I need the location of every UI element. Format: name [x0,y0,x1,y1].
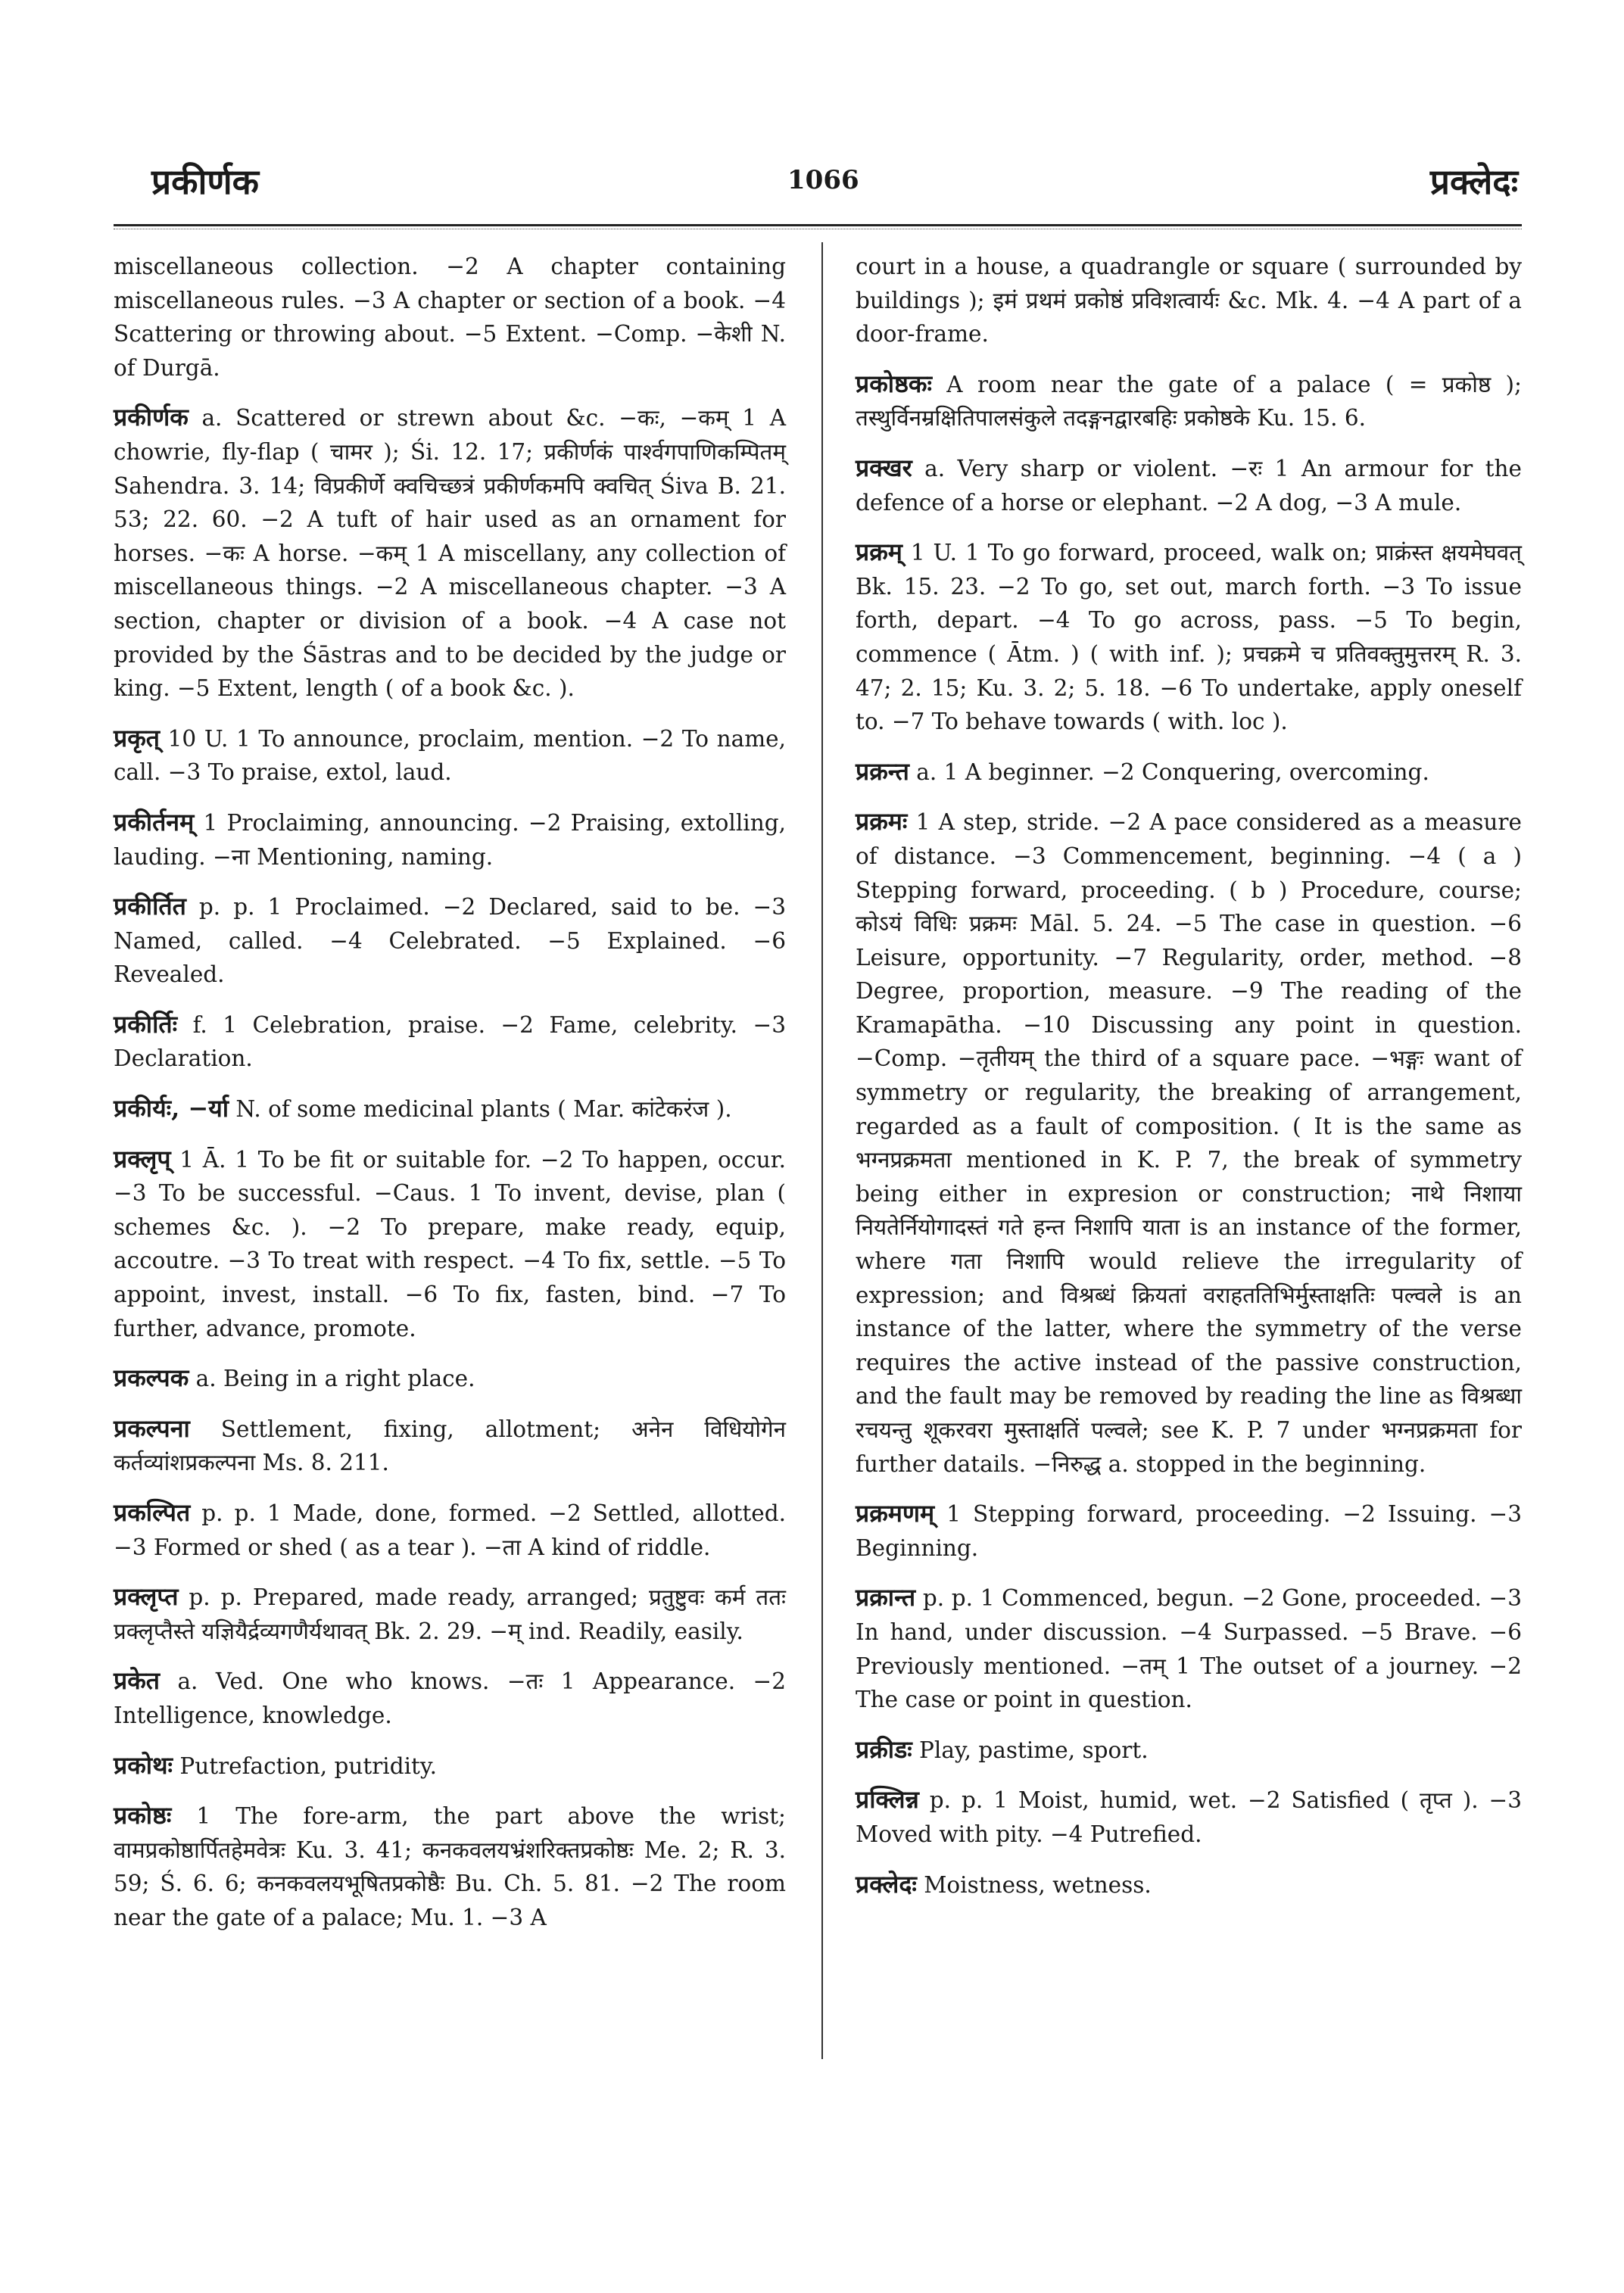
headword: प्रकेत [114,1666,161,1696]
entry-definition: 1 Stepping forward, proceeding. −2 Issuing. −3 Beginning. [856,1501,1522,1561]
right-column-entry [856,1783,1522,1851]
headword: प्रक्लृप्त [114,1582,179,1612]
entry-definition: a. Being in a right place. [189,1366,475,1392]
right-column [856,250,1522,1918]
entry-definition: a. 1 A beginner. −2 Conquering, overcoming. [909,759,1429,785]
left-column-entry [114,1092,786,1126]
header-rule [114,224,1522,226]
right-column-entry [856,1497,1522,1565]
entry-definition: p. p. Prepared, made ready, arranged; प्रतुष्टुवः कर्म ततः प्रक्लृप्तैस्ते यज्ञियैर्द्रव्यगणैर्यथावत् Bk. 2. 29. −म् ind. Readily, easily. [114,1584,786,1644]
entry-definition: Settlement, fixing, allotment; अनेन विधियोगेन कर्तव्यांशप्रकल्पना Ms. 8. 211. [114,1416,786,1476]
right-column-entry [856,805,1522,1481]
left-column-entry [114,1799,786,1934]
left-column-entry [114,721,786,790]
left-column-entry [114,1008,786,1076]
page-number: 1066 [787,165,859,195]
running-head-right: प्रक्लेदः [1429,161,1518,202]
entry-definition: 1 The fore-arm, the part above the wrist; वामप्रकोष्ठार्पितहेमवेत्रः Ku. 3. 41; कनकवलयभ्रंशरिक्तप्रकोष्ठः Me. 2; R. 3. 59; Ś. 6. 6; कनकवलयभूषितप्रकोष्ठैः Bu. Ch. 5. 81. −2 The room near the gate of a palace; Mu. 1. −3 A [114,1803,786,1930]
right-column-entry [856,535,1522,739]
left-column [114,250,786,1951]
left-column-entry [114,1496,786,1564]
headword: प्रक्रन्त [856,756,909,786]
right-column-entry [856,1581,1522,1716]
entry-definition: p. p. 1 Made, done, formed. −2 Settled, allotted. −3 Formed or shed ( as a tear ). −ता A kind of riddle. [114,1500,786,1560]
left-column-entry [114,1412,786,1480]
entry-definition: A room near the gate of a palace ( = प्रकोष्ठ ); तस्थुर्विनम्रक्षितिपालसंकुले तदङ्गनद्वारबहिः प्रकोष्ठके Ku. 15. 6. [856,371,1522,431]
right-column-entry [856,1733,1522,1768]
headword: प्रकीर्यः, −र्या [114,1094,229,1123]
entry-definition: miscellaneous collection. −2 A chapter containing miscellaneous rules. −3 A chapter or section of a book. −4 Scattering or throwing about. −5 Extent. −Comp. −केशी N. of Durgā. [114,254,786,381]
entry-definition: 10 U. 1 To announce, proclaim, mention. −2 To name, call. −3 To praise, extol, laud. [114,725,786,786]
entry-definition: N. of some medicinal plants ( Mar. कांटेकरंज ). [229,1096,732,1123]
entry-definition: a. Very sharp or violent. −रः 1 An armour for the defence of a horse or elephant. −2 A dog, −3 A mule. [856,455,1522,516]
left-column-entry [114,250,786,385]
headword: प्रकीर्तित [114,892,186,921]
headword: प्रक्रमः [856,807,908,837]
headword: प्रक्रमणम् [856,1499,935,1528]
left-column-entry [114,400,786,705]
entry-definition: Moistness, wetness. [916,1871,1152,1898]
headword: प्रकल्पित [114,1498,191,1527]
entry-definition: 1 U. 1 To go forward, proceed, walk on; प्राक्रंस्त क्षयमेघवत् Bk. 15. 23. −2 To go, set out, march forth. −3 To issue forth, depart. −4 To go across, pass. −5 To begin, commence ( Ātm. ) ( with inf. ); प्रचक्रमे च प्रतिवक्तुमुत्तरम् R. 3. 47; 2. 15; Ku. 3. 2; 5. 18. −6 To undertake, apply oneself to. −7 To behave towards ( with. loc ). [856,540,1522,735]
headword: प्रकोष्ठकः [856,369,932,398]
column-divider [821,242,823,2059]
running-head-left: प्रकीर्णक [151,161,260,202]
entry-definition: Play, pastime, sport. [912,1737,1149,1763]
headword: प्रकीर्णक [114,403,189,432]
entry-definition: 1 Ā. 1 To be fit or suitable for. −2 To happen, occur. −3 To be successful. −Caus. 1 To invent, devise, plan ( schemes &c. ). −2 To prepare, make ready, equip, accoutre. −3 To treat with respect. −4 To fix, settle. −5 To appoint, invest, install. −6 To fix, fasten, bind. −7 To further, advance, promote. [114,1146,786,1341]
headword: प्रकल्पक [114,1363,189,1393]
headword: प्रक्लिन्न [856,1785,919,1815]
headword: प्रकीर्तनम् [114,807,195,837]
headword: प्रक्रान्त [856,1583,916,1612]
right-column-entry [856,755,1522,790]
entry-definition: a. Ved. One who knows. −तः 1 Appearance. −2 Intelligence, knowledge. [114,1668,786,1728]
headword: प्रकोष्ठः [114,1801,172,1830]
headword: प्रक्खर [856,453,912,482]
headword: प्रक्रीडः [856,1734,912,1764]
headword: प्रकोथः [114,1750,173,1780]
left-column-entry [114,805,786,874]
headword: प्रक्रम् [856,537,902,567]
headword: प्रकल्पना [114,1413,190,1443]
headword: प्रकीर्तिः [114,1009,178,1039]
left-column-entry [114,1142,786,1346]
left-column-entry [114,1664,786,1732]
left-column-entry [114,1749,786,1784]
right-column-entry [856,451,1522,519]
right-column-entry [856,367,1522,435]
headword: प्रक्लेदः [856,1869,917,1899]
entry-definition: 1 Proclaiming, announcing. −2 Praising, extolling, lauding. −ना Mentioning, naming. [114,809,786,870]
entry-definition: 1 A step, stride. −2 A pace considered as a measure of distance. −3 Commencement, beginning. −4 ( a ) Stepping forward, proceeding. ( b ) Procedure, course; कोऽयं विधिः प्रक्रमः Māl. 5. 24. −5 The case in question. −6 Leisure, opportunity. −7 Regularity, order, method. −8 Degree, proportion, measure. −9 The reading of the Kramapātha. −10 Discussing any point in question. −Comp. −तृतीयम् the third of a square pace. −भङ्गः want of symmetry or regularity, the breaking of arrangement, regarded as a fault of composition. ( It is the same as भग्नप्रक्रमता mentioned in K. P. 7, the break of symmetry being either in expresion or construction; नाथे निशाया नियतेर्नियोगादस्तं गते हन्त निशापि याता is an instance of the former, where गता निशापि would relieve the irregularity of expression; and विश्रब्धं क्रियतां वराहततिभिर्मुस्ताक्षतिः पल्वले is an instance of the latter, where the symmetry of the verse requires the active instead of the passive construction, and the fault may be removed by reading the line as विश्रब्धा रचयन्तु शूकरवरा मुस्ताक्षतिं पल्वले; see K. P. 7 under भग्नप्रक्रमता for further datails. −निरुद्ध a. stopped in the beginning. [856,809,1522,1477]
entry-definition: court in a house, a quadrangle or square ( surrounded by buildings ); इमं प्रथमं प्रकोष्ठं प्रविशत्वार्यः &c. Mk. 4. −4 A part of a door-frame. [856,254,1522,347]
entry-definition: p. p. 1 Proclaimed. −2 Declared, said to be. −3 Named, called. −4 Celebrated. −5 Explained. −6 Revealed. [114,894,786,988]
entry-definition: p. p. 1 Moist, humid, wet. −2 Satisfied ( तृप्त ). −3 Moved with pity. −4 Putrefied. [856,1787,1522,1847]
left-column-entry [114,889,786,992]
headword: प्रक्लृप् [114,1144,171,1173]
right-column-entry [856,1868,1522,1902]
entry-definition: a. Scattered or strewn about &c. −कः, −कम् 1 A chowrie, fly-flap ( चामर ); Śi. 12. 17; प्रकीर्णकं पार्श्वगपाणिकम्पितम् Sahendra. 3. 14; विप्रकीर्णे क्वचिच्छत्रं प्रकीर्णकमपि क्वचित् Śiva B. 21. 53; 22. 60. −2 A tuft of hair used as an ornament for horses. −कः A horse. −कम् 1 A miscellany, any collection of miscellaneous things. −2 A miscellaneous chapter. −3 A section, chapter or division of a book. −4 A case not provided by the Śāstras and to be decided by the judge or king. −5 Extent, length ( of a book &c. ). [114,405,786,702]
headword: प्रकृत् [114,723,161,752]
entry-definition: p. p. 1 Commenced, begun. −2 Gone, proceeded. −3 In hand, under discussion. −4 Surpassed. −5 Brave. −6 Previously mentioned. −तम् 1 The outset of a journey. −2 The case or point in question. [856,1585,1522,1713]
entry-definition: Putrefaction, putridity. [172,1752,438,1779]
entry-definition: f. 1 Celebration, praise. −2 Fame, celebrity. −3 Declaration. [114,1011,786,1072]
left-column-entry [114,1361,786,1396]
right-column-entry [856,250,1522,351]
left-column-entry [114,1580,786,1648]
